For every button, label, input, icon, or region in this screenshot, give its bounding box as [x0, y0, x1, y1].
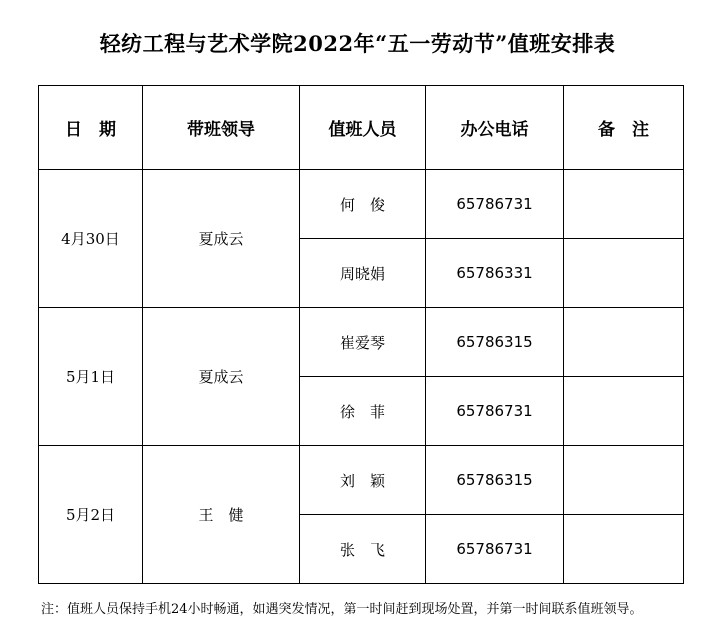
- page-title: 轻纺工程与艺术学院2022年“五一劳动节”值班安排表: [99, 31, 616, 56]
- header-staff: 值班人员: [300, 86, 426, 170]
- note-cell: [564, 239, 684, 308]
- footnote: 注：值班人员保持手机24小时畅通，如遇突发情况，第一时间赶到现场处置，并第一时间联系值班领导。: [41, 602, 643, 617]
- date-cell: 4月30日: [39, 170, 143, 308]
- header-leader: 带班领导: [143, 86, 300, 170]
- table-header-row: [39, 86, 684, 170]
- header-date: 日 期: [39, 86, 143, 170]
- duty-schedule-table: [38, 85, 684, 584]
- table-row: [39, 446, 684, 515]
- table-row: [39, 170, 684, 239]
- staff-cell: 徐 菲: [300, 377, 426, 446]
- phone-cell: 65786315: [426, 308, 564, 377]
- note-cell: [564, 446, 684, 515]
- staff-cell: 崔爱琴: [300, 308, 426, 377]
- staff-cell: 何 俊: [300, 170, 426, 239]
- leader-cell: 王 健: [143, 446, 300, 584]
- date-cell: 5月2日: [39, 446, 143, 584]
- note-cell: [564, 377, 684, 446]
- header-phone: 办公电话: [426, 86, 564, 170]
- phone-cell: 65786731: [426, 515, 564, 584]
- note-cell: [564, 515, 684, 584]
- phone-cell: 65786731: [426, 170, 564, 239]
- table-row: [39, 308, 684, 377]
- staff-cell: 刘 颖: [300, 446, 426, 515]
- phone-cell: 65786731: [426, 377, 564, 446]
- staff-cell: 张 飞: [300, 515, 426, 584]
- leader-cell: 夏成云: [143, 170, 300, 308]
- date-cell: 5月1日: [39, 308, 143, 446]
- header-note: 备 注: [564, 86, 684, 170]
- phone-cell: 65786315: [426, 446, 564, 515]
- note-cell: [564, 170, 684, 239]
- phone-cell: 65786331: [426, 239, 564, 308]
- leader-cell: 夏成云: [143, 308, 300, 446]
- note-cell: [564, 308, 684, 377]
- staff-cell: 周晓娟: [300, 239, 426, 308]
